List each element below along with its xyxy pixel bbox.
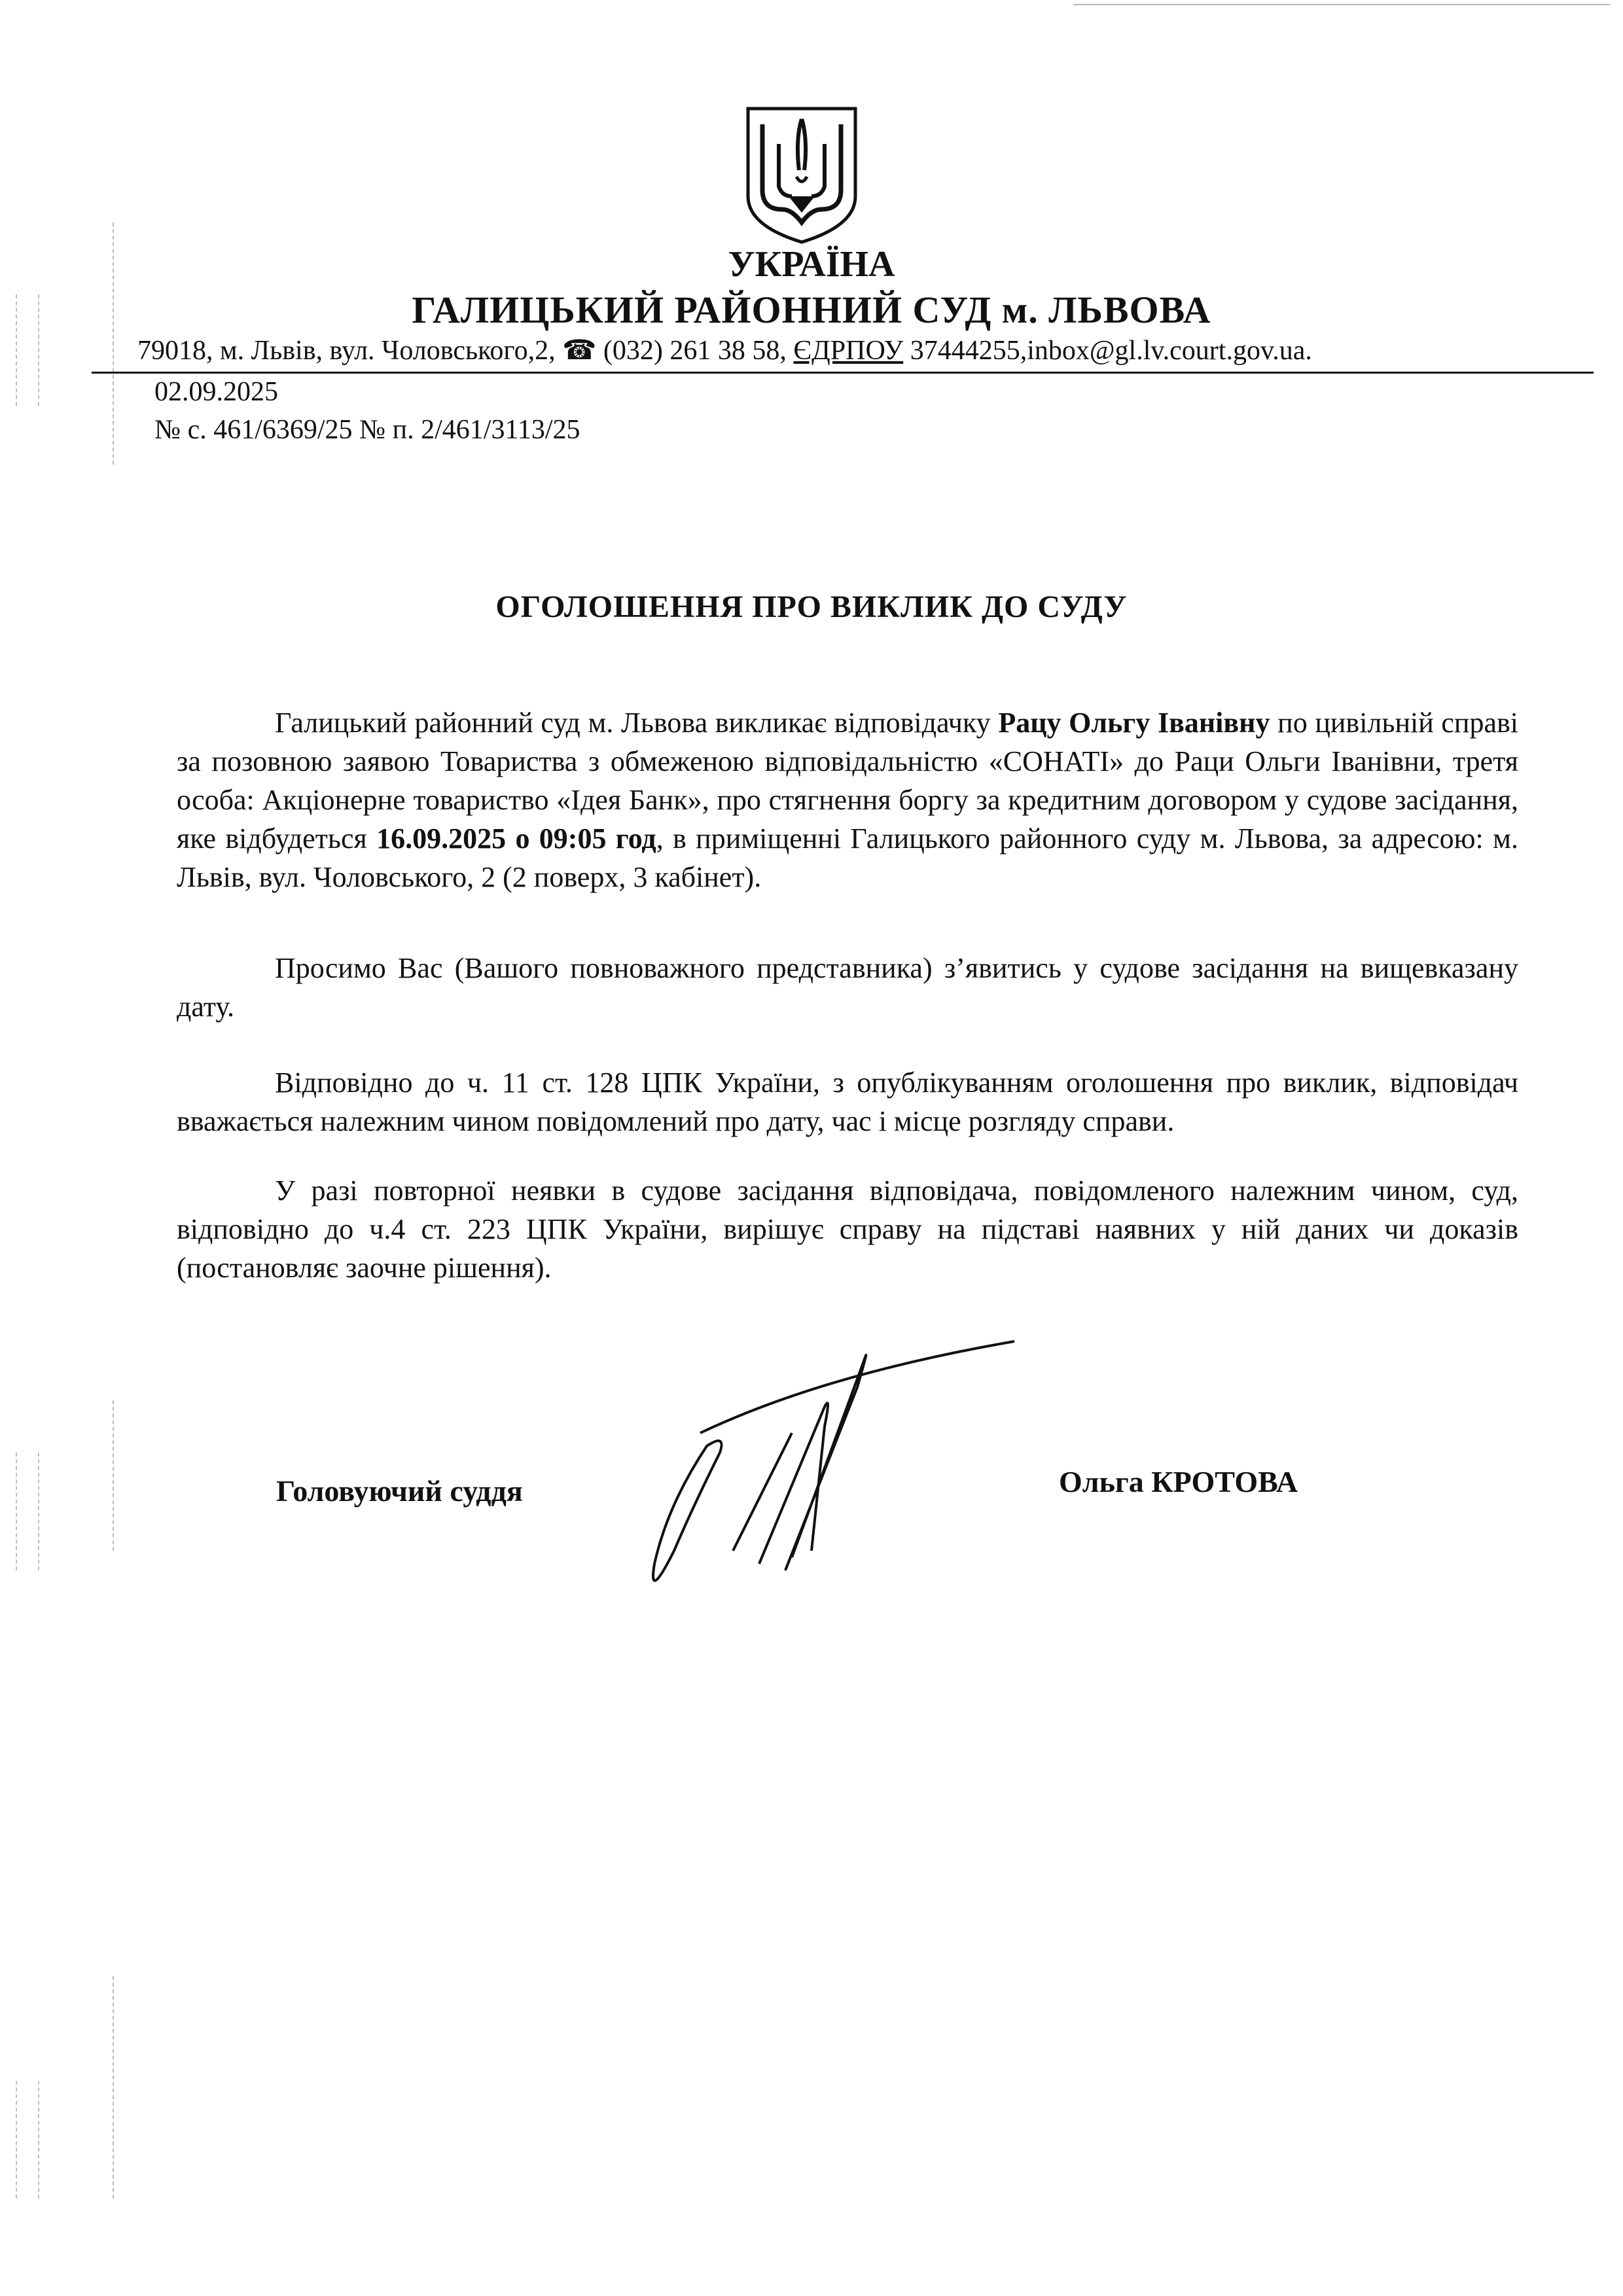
header-divider [92,372,1594,374]
scan-artifact [38,1453,39,1570]
scan-artifact [16,1453,17,1570]
judge-name: Ольга КРОТОВА [1059,1465,1298,1498]
case-numbers: № с. 461/6369/25 № п. 2/461/3113/25 [154,415,580,445]
scan-artifact [16,2081,17,2199]
court-contacts [137,334,1590,366]
scan-artifact-line [1073,4,1610,5]
edrpou-value: 37444255, [910,336,1027,366]
scan-artifact [38,2081,39,2199]
scan-artifact [113,1400,114,1551]
judge-role: Головуючий суддя [276,1474,523,1508]
paragraph-default-judgment [177,1171,1518,1287]
defendant-name: Рацу Ольгу Іванівну [998,707,1270,739]
phone-icon: ☎ [562,336,597,366]
court-phone: (032) 261 38 58, [603,336,787,366]
paragraph-summons [177,703,1518,896]
paragraph-text: , в приміщенні Галицького районного суду м. Львова, за адресою: м. Львів, вул. Чоловського, 2 (2 поверх, 3 кабінет). [177,822,1518,893]
court-address: 79018, м. Львів, вул. Чоловського,2, [137,336,556,366]
edrpou-label: ЄДРПОУ [793,336,904,366]
paragraph-request [177,949,1518,1026]
document-title: ОГОЛОШЕННЯ ПРО ВИКЛИК ДО СУДУ [495,590,1128,624]
scan-artifact [113,1976,114,2199]
country-heading: УКРАЇНА [728,244,895,285]
document-date: 02.09.2025 [154,377,278,407]
paragraph-text: У разі повторної неявки в судове засідання відповідача, повідомленого належним чином, суд, відповідно до ч.4 ст. 223 ЦПК України, вирішує справу на підставі наявних у ній даних чи доказів (постановляє заочне рішення). [177,1174,1518,1284]
handwritten-signature [628,1335,1034,1623]
court-email: inbox@gl.lv.court.gov.ua. [1027,336,1312,366]
paragraph-text: Просимо Вас (Вашого повноважного представника) з’явитись у судове засідання на вищевказану дату. [177,952,1518,1023]
paragraph-text: Галицький районний суд м. Львова викликає відповідачку [275,707,999,739]
paragraph-text: по цивільній справі за позовною заявою Товариства з обмеженою відповідальністю «СОНАТІ» до Раци Ольги Іванівни, третя особа: Акціонерне товариство «Ідея Банк», про стягнення боргу за кредитним договором у судове засідання, яке відбудеться [177,707,1518,855]
hearing-datetime: 16.09.2025 о 09:05 год [376,822,656,855]
paragraph-text: Відповідно до ч. 11 ст. 128 ЦПК України, з опублікуванням оголошення про виклик, відповідач вважається належним чином повідомлений про дату, час і місце розгляду справи. [177,1067,1518,1137]
paragraph-legal-notice [177,1063,1518,1140]
coat-of-arms-emblem [743,105,861,245]
court-name-heading: ГАЛИЦЬКИЙ РАЙОННИЙ СУД м. ЛЬВОВА [412,289,1211,331]
